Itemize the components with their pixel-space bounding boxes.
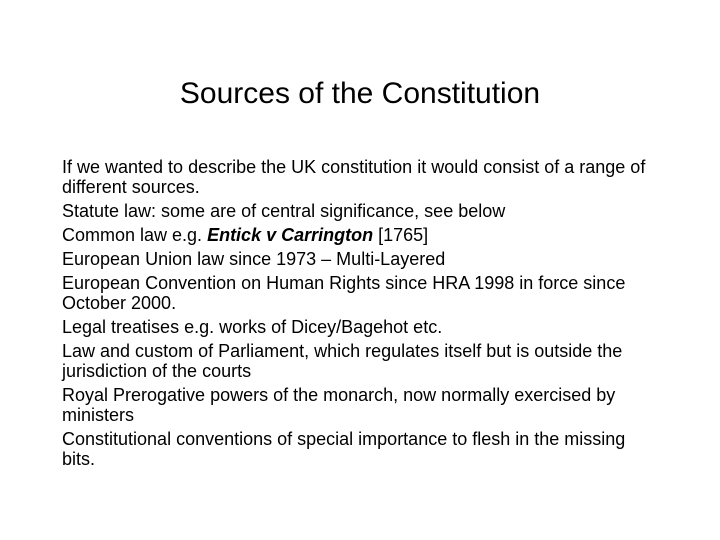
- list-item: European Union law since 1973 – Multi-Layered: [62, 249, 446, 269]
- list-item: Constitutional conventions of special importance to flesh in the missing bits.: [62, 429, 626, 469]
- list-item: Law and custom of Parliament, which regulates itself but is outside the jurisdiction of the courts: [62, 341, 623, 381]
- list-item: If we wanted to describe the UK constitution it would consist of a range of different sources.: [62, 157, 646, 197]
- list-item: Legal treatises e.g. works of Dicey/Bagehot etc.: [62, 317, 443, 337]
- list-item: Royal Prerogative powers of the monarch, now normally exercised by ministers: [62, 385, 616, 425]
- sources-list: [62, 157, 662, 473]
- slide-title: Sources of the Constitution: [179, 77, 541, 110]
- list-item-common-law: [62, 225, 662, 245]
- case-name: Entick v Carrington: [207, 225, 374, 245]
- list-item: European Convention on Human Rights since HRA 1998 in force since October 2000.: [62, 273, 626, 313]
- list-item: Statute law: some are of central significance, see below: [62, 201, 506, 221]
- item-prefix-text: Common law e.g.: [62, 225, 208, 245]
- item-suffix-text: [1765]: [373, 225, 429, 245]
